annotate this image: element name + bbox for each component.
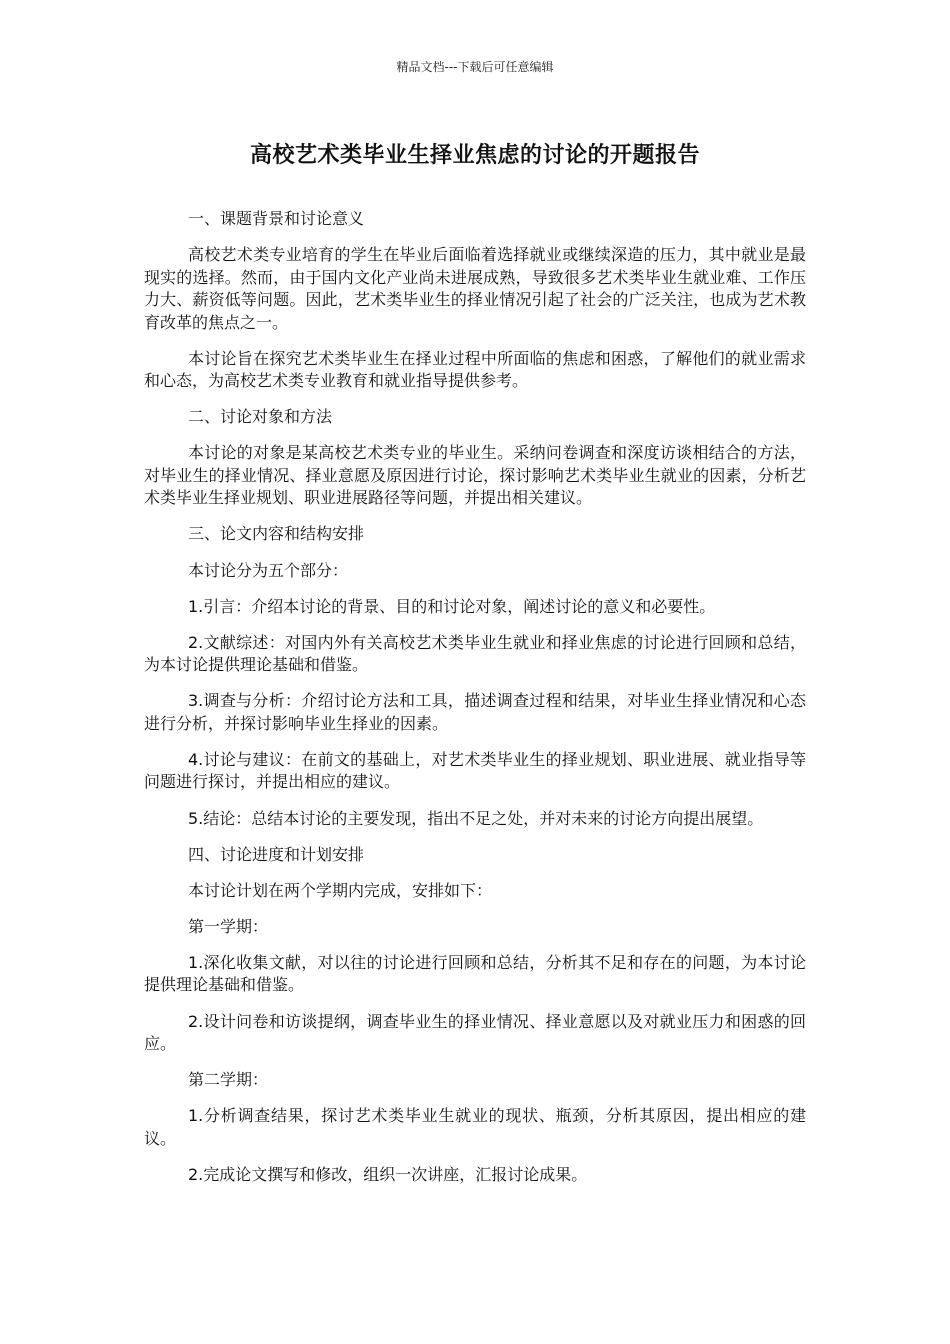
- list-item-second-semester-1: 1.分析调查结果，探讨艺术类毕业生就业的现状、瓶颈，分析其原因，提出相应的建议。: [144, 1106, 806, 1148]
- list-item-second-semester-2: 2.完成论文撰写和修改，组织一次讲座，汇报讨论成果。: [188, 1164, 588, 1184]
- semester-label-first: 第一学期：: [188, 916, 269, 936]
- document-body: [144, 208, 806, 1200]
- paragraph-purpose: 本讨论旨在探究艺术类毕业生在择业过程中所面临的焦虑和困惑，了解他们的就业需求和心态，为高校艺术类专业教育和就业指导提供参考。: [144, 348, 806, 391]
- section-heading-subjects-methods: 二、讨论对象和方法: [188, 407, 333, 427]
- paragraph-structure-intro: 本讨论分为五个部分：: [188, 560, 349, 580]
- list-item-first-semester-1: 1.深化收集文献，对以往的讨论进行回顾和总结，分析其不足和存在的问题，为本讨论提供理论基础和借鉴。: [144, 952, 806, 995]
- semester-label-second: 第二学期：: [188, 1070, 269, 1090]
- section-heading-structure: 三、论文内容和结构安排: [188, 524, 365, 544]
- header-note: 精品文档---下载后可任意编辑: [396, 60, 554, 74]
- list-item-first-semester-2: 2.设计问卷和访谈提纲，调查毕业生的择业情况、择业意愿以及对就业压力和困惑的回应。: [144, 1011, 806, 1053]
- list-item-survey-analysis: 3.调查与分析：介绍讨论方法和工具，描述调查过程和结果，对毕业生择业情况和心态进行分析，并探讨影响毕业生择业的因素。: [144, 691, 806, 733]
- list-item-literature-review: 2.文献综述：对国内外有关高校艺术类毕业生就业和择业焦虑的讨论进行回顾和总结，为本讨论提供理论基础和借鉴。: [144, 632, 806, 675]
- paragraph-background: 高校艺术类专业培育的学生在毕业后面临着选择就业或继续深造的压力，其中就业是最现实的选择。然而，由于国内文化产业尚未进展成熟，导致很多艺术类毕业生就业难、工作压力大、薪资低等问题。因此，艺术类毕业生的择业情况引起了社会的广泛关注，也成为艺术教育改革的焦点之一。: [144, 245, 806, 332]
- list-item-conclusion: 5.结论：总结本讨论的主要发现，指出不足之处，并对未来的讨论方向提出展望。: [188, 808, 764, 828]
- section-heading-schedule: 四、讨论进度和计划安排: [188, 844, 365, 864]
- document-title: 高校艺术类毕业生择业焦虑的讨论的开题报告: [249, 143, 700, 168]
- paragraph-subjects-methods: 本讨论的对象是某高校艺术类专业的毕业生。采纳问卷调查和深度访谈相结合的方法，对毕业生的择业情况、择业意愿及原因进行讨论，探讨影响艺术类毕业生就业的因素，分析艺术类毕业生择业规划、职业进展路径等问题，并提出相关建议。: [144, 443, 806, 508]
- section-heading-background: 一、课题背景和讨论意义: [188, 209, 365, 228]
- list-item-discussion: 4.讨论与建议：在前文的基础上，对艺术类毕业生的择业规划、职业进展、就业指导等问题进行探讨，并提出相应的建议。: [144, 749, 806, 792]
- paragraph-schedule-intro: 本讨论计划在两个学期内完成，安排如下：: [188, 880, 493, 900]
- list-item-introduction: 1.引言：介绍本讨论的背景、目的和讨论对象，阐述讨论的意义和必要性。: [188, 596, 716, 616]
